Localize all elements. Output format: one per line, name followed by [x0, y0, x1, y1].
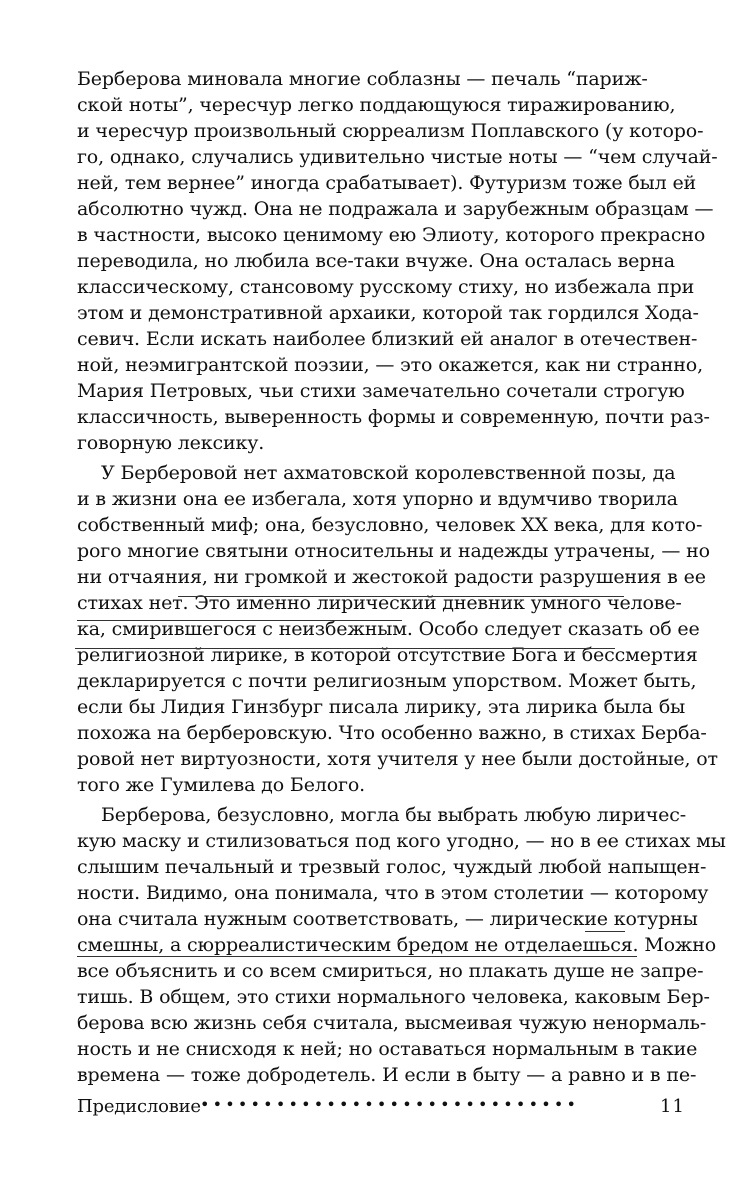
- text-line: рого многие святыни относительны и надежды утрачены, — но: [77, 540, 710, 562]
- text-line: классичность, выверенность формы и современную, почти раз-: [77, 406, 710, 428]
- leader-dots: ••••••••••••••••••••••••••••••: [200, 1095, 580, 1114]
- text-line: и в жизни она ее избегала, хотя упорно и вдумчиво творила: [77, 488, 678, 510]
- text-line: го, однако, случались удивительно чистые ноты — “чем случай-: [77, 146, 718, 168]
- text-line: она считала нужным соответствовать, — лирические котурны: [77, 908, 698, 930]
- text-line: того же Гумилева до Белого.: [77, 774, 366, 796]
- text-line: абсолютно чужд. Она не подражала и зарубежным образцам —: [77, 198, 714, 220]
- text-line: переводила, но любила все-таки вчуже. Она осталась верна: [77, 250, 675, 272]
- text-line: ка, смирившегося с неизбежным. Особо следует сказать об ее: [77, 618, 700, 640]
- margin-underline: [585, 931, 625, 932]
- text-line: ской ноты”, чересчур легко поддающуюся тиражированию,: [77, 94, 676, 116]
- text-line: и чересчур произвольный сюрреализм Поплавского (у которо-: [77, 120, 704, 142]
- text-line: говорную лексику.: [77, 432, 265, 454]
- text-line: декларируется с почти религиозным упорством. Может быть,: [77, 670, 697, 692]
- text-line: ной, неэмигрантской поэзии, — это окажется, как ни странно,: [77, 354, 703, 376]
- margin-underline: [178, 596, 624, 597]
- text-line: все объяснить и со всем смириться, но плакать душе не запре-: [77, 960, 704, 982]
- text-line: Берберова, безусловно, могла бы выбрать любую лиричес-: [101, 804, 687, 826]
- text-line: в частности, высоко ценимому ею Элиоту, которого прекрасно: [77, 224, 706, 246]
- running-footer-title: Предисловие: [77, 1096, 201, 1117]
- text-line: ности. Видимо, она понимала, что в этом столетии — которому: [77, 882, 709, 904]
- text-line: берова всю жизнь себя считала, высмеивая чужую ненормаль-: [77, 1012, 707, 1034]
- text-line: тишь. В общем, это стихи нормального человека, каковым Бер-: [77, 986, 710, 1008]
- text-line: У Берберовой нет ахматовской королевственной позы, да: [101, 462, 676, 484]
- text-line: севич. Если искать наиболее близкий ей аналог в отечествен-: [77, 328, 698, 350]
- text-line: Берберова миновала многие соблазны — печаль “париж-: [77, 68, 648, 90]
- text-line: похожа на берберовскую. Что особенно важно, в стихах Берба-: [77, 722, 707, 744]
- text-line: ность и не снисходя к ней; но оставаться нормальным в такие: [77, 1038, 698, 1060]
- text-line: ни отчаяния, ни громкой и жестокой радости разрушения в ее: [77, 566, 706, 588]
- text-line: времена — тоже добродетель. И если в быту — а равно и в пе-: [77, 1064, 697, 1086]
- text-line: этом и демонстративной архаики, которой так гордился Хода-: [77, 302, 699, 324]
- text-line: ровой нет виртуозности, хотя учителя у нее были достойные, от: [77, 748, 718, 770]
- text-line: религиозной лирике, в которой отсутствие Бога и бессмертия: [77, 644, 698, 666]
- text-line: собственный миф; она, безусловно, человек XX века, для кото-: [77, 514, 703, 536]
- text-line: стихах нет. Это именно лирический дневник умного челове-: [77, 592, 682, 614]
- page-number: 11: [660, 1096, 685, 1117]
- text-line: если бы Лидия Гинзбург писала лирику, эта лирика была бы: [77, 696, 686, 718]
- margin-underline: [77, 956, 637, 957]
- text-line: Мария Петровых, чьи стихи замечательно сочетали строгую: [77, 380, 685, 402]
- text-line: ней, тем вернее” иногда срабатывает). Футуризм тоже был ей: [77, 172, 697, 194]
- text-line: классическому, стансовому русскому стиху, но избежала при: [77, 276, 695, 298]
- text-line: смешны, а сюрреалистическим бредом не отделаешься. Можно: [77, 934, 717, 956]
- margin-underline: [77, 620, 402, 621]
- margin-underline: [75, 648, 615, 649]
- text-line: слышим печальный и трезвый голос, чуждый любой напыщен-: [77, 856, 707, 878]
- text-line: кую маску и стилизоваться под кого угодно, — но в ее стихах мы: [77, 830, 726, 852]
